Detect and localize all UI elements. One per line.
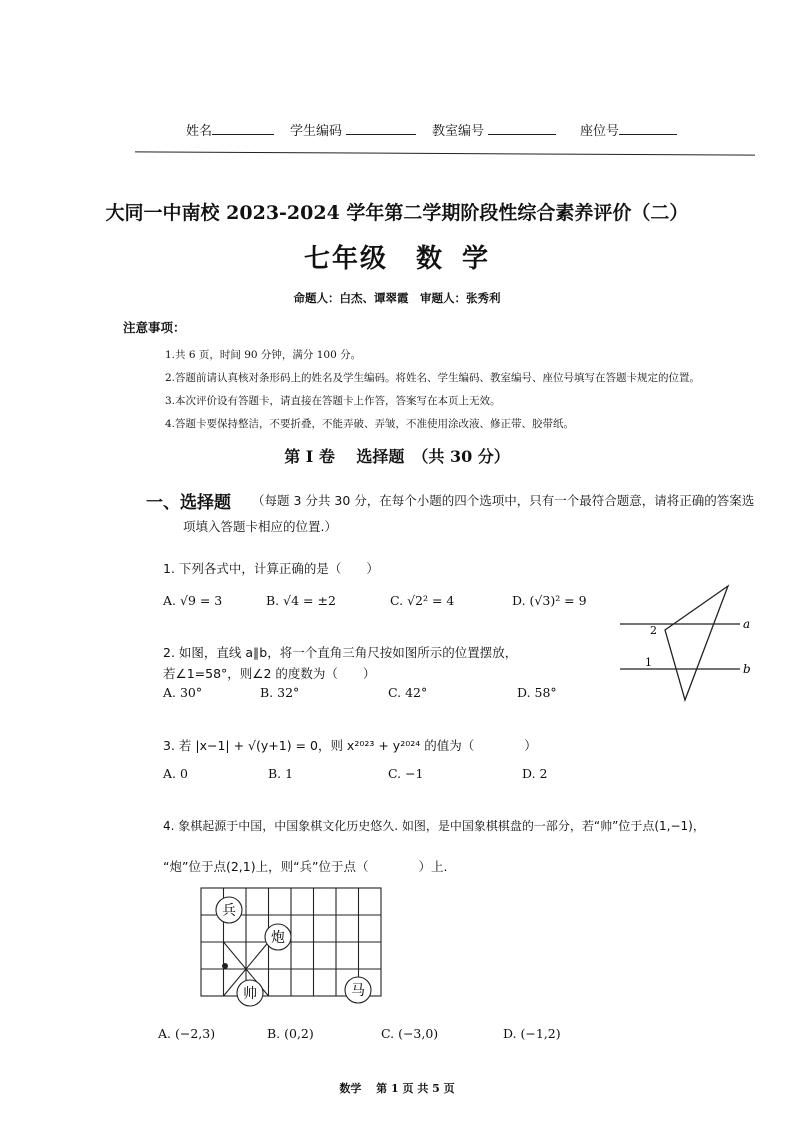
authors-line: 命题人：白杰、谭翠霞 审题人：张秀利: [293, 291, 501, 305]
grade-label: 七年级: [303, 244, 388, 274]
question-2-stem: 2. 如图，直线 a∥b，将一个直角三角尺按如图所示的位置摆放，: [163, 645, 518, 660]
q4-option-d: D. (−1,2): [503, 1026, 561, 1041]
q2-parallel-lines-figure: [615, 580, 765, 705]
room-label: 教室编号: [432, 124, 485, 139]
question-1-stem: 1. 下列各式中，计算正确的是（ ）: [163, 561, 379, 576]
q1-option-a: A. √9 = 3: [163, 593, 223, 608]
header-divider: [135, 151, 755, 155]
label-a: a: [743, 617, 751, 631]
q4-option-c: C. (−3,0): [381, 1026, 439, 1041]
label-angle-1: 1: [645, 656, 652, 669]
part-title: 第 I 卷 选择题 （共 30 分）: [284, 447, 510, 466]
room-blank: [488, 122, 556, 135]
seat-field: [580, 120, 677, 139]
q1-option-d: D. (√3)² = 9: [512, 593, 587, 608]
piece-ma-label: 马: [351, 983, 365, 999]
piece-bing-label: 兵: [222, 903, 236, 919]
note-item: 4.答题卡要保持整洁，不要折叠，不能弄破、弄皱，不准使用涂改液、修正带、胶带纸。: [165, 418, 575, 430]
subject-name-1: 数: [415, 244, 444, 274]
question-3-stem: 3. 若 |x−1| + √(y+1) = 0，则 x²⁰²³ + y²⁰²⁴ 的值为（ ）: [163, 738, 537, 753]
chess-board-figure: [195, 880, 390, 1020]
q4-option-a: A. (−2,3): [158, 1026, 216, 1041]
q4-option-b: B. (0,2): [267, 1026, 314, 1041]
question-4-stem-cont: “炮”位于点(2,1)上，则“兵”位于点（ ）上.: [163, 859, 448, 874]
section-description: （每题 3 分共 30 分，在每个小题的四个选项中，只有一个最符合题意，请将正确的答案选: [252, 493, 755, 508]
q2-option-d: D. 58°: [517, 685, 557, 700]
student-id-blank: [346, 122, 416, 135]
room-field: [432, 120, 556, 139]
student-id-field: [290, 120, 416, 139]
q2-option-c: C. 42°: [388, 685, 428, 700]
q3-option-c: C. −1: [388, 766, 424, 781]
section-description-cont: 项填入答题卡相应的位置.）: [183, 519, 337, 534]
note-item: 3.本次评价设有答题卡，请直接在答题卡上作答，答案写在本页上无效。: [165, 395, 501, 407]
section-title: 一、选择题: [146, 493, 231, 513]
q2-option-a: A. 30°: [163, 685, 203, 700]
page-footer: 数学 第 1 页 共 5 页: [339, 1082, 455, 1095]
label-angle-2: 2: [650, 624, 657, 637]
piece-pao-label: 炮: [271, 930, 285, 946]
exam-title: 大同一中南校 2023-2024 学年第二学期阶段性综合素养评价（二）: [105, 202, 689, 224]
subject-name-2: 学: [462, 244, 491, 274]
piece-shuai-label: 帅: [243, 986, 257, 1002]
seat-blank: [619, 122, 677, 135]
note-item: 2.答题前请认真核对条形码上的姓名及学生编码。将姓名、学生编码、教室编号、座位号填写在答题卡规定的位置。: [165, 372, 701, 384]
seat-label: 座位号: [580, 124, 620, 139]
subject-title: [0, 238, 794, 275]
question-2-stem-cont: 若∠1=58°，则∠2 的度数为（ ）: [163, 666, 376, 681]
piece-pao: [265, 924, 291, 950]
q3-option-b: B. 1: [268, 766, 294, 781]
name-field: [186, 120, 274, 139]
q1-option-b: B. √4 = ±2: [266, 593, 336, 608]
triangle-ruler: [665, 586, 728, 700]
label-b: b: [743, 662, 751, 676]
piece-ma: [345, 977, 371, 1003]
q1-option-c: C. √2² = 4: [390, 593, 455, 608]
q3-option-d: D. 2: [522, 766, 548, 781]
name-label: 姓名: [186, 124, 213, 139]
q2-option-b: B. 32°: [260, 685, 300, 700]
question-4-stem: 4. 象棋起源于中国，中国象棋文化历史悠久. 如图，是中国象棋棋盘的一部分，若“帅”位于点(1,−1)，: [163, 819, 705, 833]
name-blank: [212, 122, 274, 135]
student-id-label: 学生编码: [290, 124, 343, 139]
note-item: 1.共 6 页，时间 90 分钟，满分 100 分。: [165, 349, 362, 361]
pen-mark-dot: [222, 963, 228, 969]
q3-option-a: A. 0: [163, 766, 188, 781]
notes-heading: 注意事项：: [123, 320, 186, 335]
piece-shuai: [237, 980, 263, 1006]
piece-bing: [216, 897, 242, 923]
